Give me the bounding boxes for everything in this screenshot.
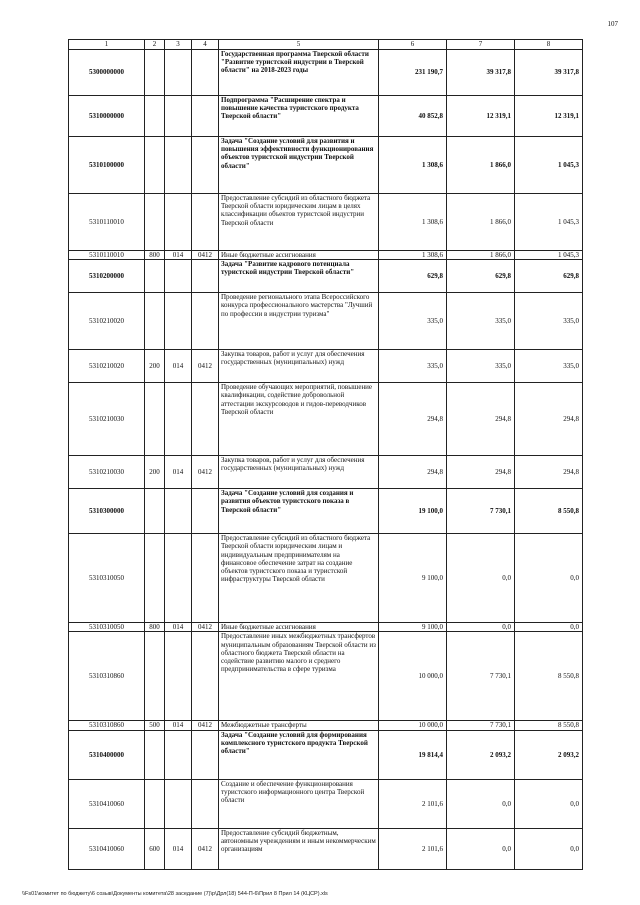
subsection-cell — [165, 50, 192, 96]
subsection-cell: 014 — [165, 251, 192, 260]
section-cell — [145, 779, 165, 828]
value-col8-cell: 335,0 — [515, 350, 583, 383]
value-col7-cell: 39 317,8 — [447, 50, 515, 96]
code-cell: 5310210030 — [69, 383, 145, 456]
subitem-cell — [192, 534, 219, 623]
section-cell — [145, 534, 165, 623]
subsection-cell — [165, 194, 192, 251]
value-col6-cell: 2 101,6 — [379, 828, 447, 869]
page-number: 107 — [607, 20, 618, 28]
value-col6-cell: 2 101,6 — [379, 779, 447, 828]
code-cell: 5310300000 — [69, 489, 145, 534]
value-col8-cell: 0,0 — [515, 534, 583, 623]
code-cell: 5310110010 — [69, 251, 145, 260]
code-cell: 5310210030 — [69, 456, 145, 489]
subsection-cell — [165, 489, 192, 534]
value-col8-cell: 294,8 — [515, 456, 583, 489]
value-col6-cell: 231 190,7 — [379, 50, 447, 96]
value-col6-cell: 19 100,0 — [379, 489, 447, 534]
subitem-cell: 0412 — [192, 828, 219, 869]
section-cell: 800 — [145, 251, 165, 260]
header-cell: 1 — [69, 40, 145, 50]
value-col7-cell: 12 319,1 — [447, 96, 515, 137]
code-cell: 5310210020 — [69, 350, 145, 383]
value-col6-cell: 335,0 — [379, 293, 447, 350]
table-row — [69, 828, 583, 869]
value-col6-cell: 9 100,0 — [379, 534, 447, 623]
section-cell — [145, 137, 165, 194]
table-row — [69, 260, 583, 293]
name-cell: Проведение регионального этапа Всероссийского конкурса профессионального мастерства "Лучший по профессии в индустрии туризма" — [219, 293, 379, 350]
value-col8-cell: 0,0 — [515, 623, 583, 632]
section-cell: 500 — [145, 721, 165, 730]
section-cell: 200 — [145, 456, 165, 489]
subitem-cell — [192, 383, 219, 456]
value-col8-cell: 8 550,8 — [515, 632, 583, 721]
name-cell: Задача "Создание условий для развития и повышения эффективности функционирования объектов туристской индустрии Тверской области" — [219, 137, 379, 194]
name-cell: Межбюджетные трансферты — [219, 721, 379, 730]
name-cell: Создание и обеспечение функционирования туристского информационного центра Тверской области — [219, 779, 379, 828]
value-col6-cell: 19 814,4 — [379, 730, 447, 779]
code-cell: 5310410060 — [69, 779, 145, 828]
name-cell: Иные бюджетные ассигнования — [219, 623, 379, 632]
subitem-cell — [192, 194, 219, 251]
table-row — [69, 730, 583, 779]
subsection-cell — [165, 730, 192, 779]
header-cell: 4 — [192, 40, 219, 50]
table-body — [69, 50, 583, 870]
value-col8-cell: 8 550,8 — [515, 489, 583, 534]
value-col7-cell: 294,8 — [447, 456, 515, 489]
value-col6-cell: 40 852,8 — [379, 96, 447, 137]
value-col8-cell: 8 550,8 — [515, 721, 583, 730]
code-cell: 5310200000 — [69, 260, 145, 293]
code-cell: 5310210020 — [69, 293, 145, 350]
value-col6-cell: 1 308,6 — [379, 137, 447, 194]
section-cell — [145, 194, 165, 251]
header-cell: 6 — [379, 40, 447, 50]
code-cell: 5310310860 — [69, 721, 145, 730]
subsection-cell — [165, 96, 192, 137]
table-row — [69, 779, 583, 828]
table-row — [69, 50, 583, 96]
value-col6-cell: 1 308,6 — [379, 251, 447, 260]
footer-file-path: \\Fs01\комитет по бюджету\6 созыв\Документы комитета\28 заседание (7)\р\Дрл(18) 544-П-6\Прил 8 Прил 14 (КЦСР).xls — [22, 891, 328, 897]
code-cell: 5310000000 — [69, 96, 145, 137]
value-col8-cell: 294,8 — [515, 383, 583, 456]
subsection-cell: 014 — [165, 456, 192, 489]
code-cell: 5310310050 — [69, 534, 145, 623]
subitem-cell: 0412 — [192, 623, 219, 632]
table-row — [69, 632, 583, 721]
section-cell: 200 — [145, 350, 165, 383]
code-cell: 5310100000 — [69, 137, 145, 194]
subitem-cell: 0412 — [192, 251, 219, 260]
value-col6-cell: 294,8 — [379, 383, 447, 456]
value-col7-cell: 0,0 — [447, 828, 515, 869]
table-row — [69, 350, 583, 383]
table-row — [69, 194, 583, 251]
code-cell: 5310400000 — [69, 730, 145, 779]
value-col6-cell: 335,0 — [379, 350, 447, 383]
subitem-cell — [192, 293, 219, 350]
value-col7-cell: 7 730,1 — [447, 632, 515, 721]
value-col7-cell: 335,0 — [447, 293, 515, 350]
subsection-cell — [165, 632, 192, 721]
table-row — [69, 534, 583, 623]
section-cell: 800 — [145, 623, 165, 632]
code-cell: 5310310860 — [69, 632, 145, 721]
header-cell: 5 — [219, 40, 379, 50]
value-col8-cell: 0,0 — [515, 779, 583, 828]
subsection-cell: 014 — [165, 623, 192, 632]
section-cell: 600 — [145, 828, 165, 869]
value-col7-cell: 1 866,0 — [447, 251, 515, 260]
value-col6-cell: 9 100,0 — [379, 623, 447, 632]
subitem-cell — [192, 779, 219, 828]
section-cell — [145, 96, 165, 137]
name-cell: Задача "Развитие кадрового потенциала туристской индустрии Тверской области" — [219, 260, 379, 293]
table-row — [69, 96, 583, 137]
section-cell — [145, 260, 165, 293]
value-col6-cell: 629,8 — [379, 260, 447, 293]
value-col7-cell: 629,8 — [447, 260, 515, 293]
subitem-cell — [192, 50, 219, 96]
subitem-cell — [192, 730, 219, 779]
value-col7-cell: 294,8 — [447, 383, 515, 456]
section-cell — [145, 489, 165, 534]
subsection-cell — [165, 293, 192, 350]
header-cell: 3 — [165, 40, 192, 50]
name-cell: Предоставление субсидий из областного бюджета Тверской области юридическим лицам в целях классификации объектов туристской индустрии Тверской области — [219, 194, 379, 251]
table-row — [69, 456, 583, 489]
name-cell: Проведение обучающих мероприятий, повышение квалификации, содействие добровольной аттестации экскурсоводов и гидов-переводчиков Тверской области — [219, 383, 379, 456]
name-cell: Подпрограмма "Расширение спектра и повышение качества туристского продукта Тверской области" — [219, 96, 379, 137]
subitem-cell: 0412 — [192, 350, 219, 383]
value-col7-cell: 1 866,0 — [447, 194, 515, 251]
value-col6-cell: 294,8 — [379, 456, 447, 489]
table-row — [69, 137, 583, 194]
subsection-cell — [165, 534, 192, 623]
subitem-cell — [192, 489, 219, 534]
value-col7-cell: 7 730,1 — [447, 489, 515, 534]
value-col8-cell: 0,0 — [515, 828, 583, 869]
name-cell: Задача "Создание условий для создания и развития объектов туристского показа в Тверской области" — [219, 489, 379, 534]
value-col8-cell: 1 045,3 — [515, 194, 583, 251]
subitem-cell — [192, 632, 219, 721]
subsection-cell: 014 — [165, 828, 192, 869]
code-cell: 5300000000 — [69, 50, 145, 96]
value-col7-cell: 335,0 — [447, 350, 515, 383]
name-cell: Предоставление субсидий бюджетным, автономным учреждениям и иным некоммерческим организациям — [219, 828, 379, 869]
code-cell: 5310310050 — [69, 623, 145, 632]
code-cell: 5310410060 — [69, 828, 145, 869]
table-row — [69, 293, 583, 350]
value-col7-cell: 0,0 — [447, 623, 515, 632]
table-row — [69, 489, 583, 534]
section-cell — [145, 383, 165, 456]
name-cell: Закупка товаров, работ и услуг для обеспечения государственных (муниципальных) нужд — [219, 350, 379, 383]
section-cell — [145, 293, 165, 350]
header-cell: 7 — [447, 40, 515, 50]
value-col6-cell: 10 000,0 — [379, 632, 447, 721]
name-cell: Предоставление субсидий из областного бюджета Тверской области юридическим лицам и индивидуальным предпринимателям на финансовое обеспечение затрат на создание объектов туристского показа и туристской инфраструктуры Тверской области — [219, 534, 379, 623]
table-row — [69, 383, 583, 456]
name-cell: Закупка товаров, работ и услуг для обеспечения государственных (муниципальных) нужд — [219, 456, 379, 489]
name-cell: Иные бюджетные ассигнования — [219, 251, 379, 260]
value-col8-cell: 2 093,2 — [515, 730, 583, 779]
table-row — [69, 623, 583, 632]
value-col6-cell: 10 000,0 — [379, 721, 447, 730]
table-row — [69, 721, 583, 730]
subitem-cell: 0412 — [192, 456, 219, 489]
subsection-cell — [165, 383, 192, 456]
subsection-cell — [165, 137, 192, 194]
subsection-cell — [165, 260, 192, 293]
subitem-cell — [192, 260, 219, 293]
value-col7-cell: 0,0 — [447, 779, 515, 828]
value-col8-cell: 629,8 — [515, 260, 583, 293]
section-cell — [145, 730, 165, 779]
budget-table — [68, 39, 583, 870]
section-cell — [145, 632, 165, 721]
header-cell: 2 — [145, 40, 165, 50]
section-cell — [145, 50, 165, 96]
table-row — [69, 251, 583, 260]
value-col7-cell: 1 866,0 — [447, 137, 515, 194]
subsection-cell — [165, 779, 192, 828]
name-cell: Государственная программа Тверской области "Развитие туристской индустрии в Тверской области" на 2018-2023 годы — [219, 50, 379, 96]
value-col6-cell: 1 308,6 — [379, 194, 447, 251]
code-cell: 5310110010 — [69, 194, 145, 251]
subitem-cell — [192, 137, 219, 194]
value-col8-cell: 1 045,3 — [515, 137, 583, 194]
name-cell: Предоставление иных межбюджетных трансфертов муниципальным образованиям Тверской области из областного бюджета Тверской области на содействие развитию малого и среднего предпринимательства в сфере туризма — [219, 632, 379, 721]
value-col8-cell: 12 319,1 — [515, 96, 583, 137]
subsection-cell: 014 — [165, 350, 192, 383]
value-col7-cell: 0,0 — [447, 534, 515, 623]
subitem-cell — [192, 96, 219, 137]
value-col8-cell: 335,0 — [515, 293, 583, 350]
value-col7-cell: 7 730,1 — [447, 721, 515, 730]
name-cell: Задача "Создание условий для формирования комплексного туристского продукта Тверской области" — [219, 730, 379, 779]
value-col7-cell: 2 093,2 — [447, 730, 515, 779]
header-row — [69, 40, 583, 50]
subsection-cell: 014 — [165, 721, 192, 730]
subitem-cell: 0412 — [192, 721, 219, 730]
value-col8-cell: 1 045,3 — [515, 251, 583, 260]
value-col8-cell: 39 317,8 — [515, 50, 583, 96]
header-cell: 8 — [515, 40, 583, 50]
